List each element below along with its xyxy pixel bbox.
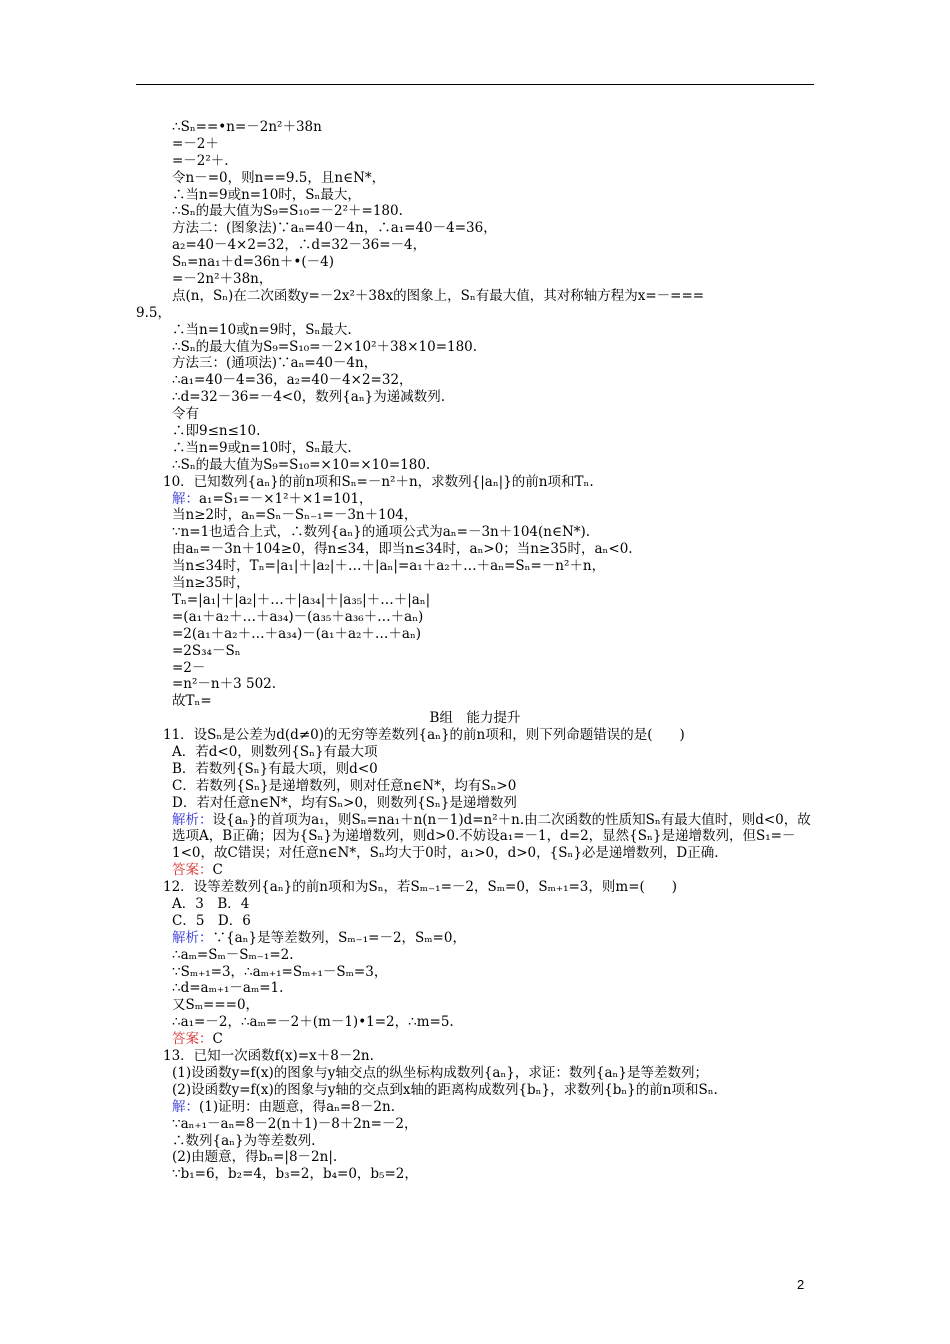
answer-label: 解析： (172, 929, 213, 946)
text-line: Sₙ=na₁＋d=36n＋•(－4) (172, 254, 334, 271)
text-line: =2S₃₄－Sₙ (172, 642, 241, 659)
text-line: 解：(1)证明：由题意，得aₙ=8－2n. (172, 1098, 395, 1115)
text-line: ∴当n=9或n=10时，Sₙ最大， (172, 186, 361, 203)
text-line: =2－ (172, 659, 206, 676)
text-line: ∴当n=10或n=9时，Sₙ最大. (172, 321, 352, 338)
text-line: C．若数列{Sₙ}是递增数列，则对任意n∈N*，均有Sₙ>0 (172, 777, 517, 794)
text-line: a₂=40－4×2=32，∴d=32－36=－4， (172, 237, 427, 254)
text-line: ∵n=1也适合上式，∴数列{aₙ}的通项公式为aₙ=－3n＋104(n∈N*). (172, 524, 591, 541)
text-line: 方法二：(图象法)∵aₙ=40－4n，∴a₁=40－4=36， (172, 220, 497, 237)
answer-label: 解析： (172, 811, 213, 828)
text-line: B．若数列{Sₙ}有最大项，则d<0 (172, 760, 378, 777)
text-line: =2(a₁＋a₂＋…＋a₃₄)－(a₁＋a₂＋…＋aₙ) (172, 625, 422, 642)
text-line: ∴d=aₘ₊₁－aₘ=1. (172, 980, 284, 997)
text-line: (2)设函数y=f(x)的图象与y轴的交点到x轴的距离构成数列{bₙ}，求数列{bₙ}的前n项和Sₙ. (172, 1081, 718, 1098)
text-line: 方法三：(通项法)∵aₙ=40－4n， (172, 355, 378, 372)
text-line: 当n≥35时， (172, 575, 250, 592)
text-line: ∴d=32－36=－4<0，数列{aₙ}为递减数列. (172, 389, 446, 406)
text-line: ∴Sₙ的最大值为S₉=S₁₀=－2²＋=180. (172, 203, 403, 220)
text-line: A．3 B．4 (172, 896, 250, 913)
text-line: 故Tₙ= (172, 693, 212, 710)
text-line: ∴当n=9或n=10时，Sₙ最大. (172, 439, 352, 456)
text-line: 10．已知数列{aₙ}的前n项和Sₙ=－n²＋n，求数列{|aₙ|}的前n项和Tₙ. (163, 473, 594, 490)
text-line: ∵b₁=6，b₂=4，b₃=2，b₄=0，b₅=2， (172, 1166, 418, 1183)
text-line: 13．已知一次函数f(x)=x＋8－2n. (163, 1048, 374, 1065)
text-line: C．5 D．6 (172, 912, 251, 929)
text-line: D．若对任意n∈N*，均有Sₙ>0，则数列{Sₙ}是递增数列 (172, 794, 517, 811)
text-line: 点(n，Sₙ)在二次函数y=－2x²＋38x的图象上，Sₙ有最大值，其对称轴方程为x=－=== (172, 287, 705, 304)
text-line: 11．设Sₙ是公差为d(d≠0)的无穷等差数列{aₙ}的前n项和，则下列命题错误的是( ) (163, 727, 685, 744)
text-line: 12．设等差数列{aₙ}的前n项和为Sₙ，若Sₘ₋₁=－2，Sₘ=0，Sₘ₊₁=3，则m=( ) (163, 879, 678, 896)
text-line: 解：a₁=S₁=－×1²＋×1=101， (172, 490, 373, 507)
text-line: B组 能力提升 (429, 710, 521, 727)
document-body (136, 119, 814, 1183)
text-line: 又Sₘ===0， (172, 997, 260, 1014)
text-line: 由aₙ=－3n＋104≥0，得n≤34，即当n≤34时，aₙ>0；当n≥35时，aₙ<0. (172, 541, 633, 558)
text-line: 答案：C (172, 862, 223, 879)
text-line: ∴aₘ=Sₘ－Sₘ₋₁=2. (172, 946, 294, 963)
text-line: ∵aₙ₊₁－aₙ=8－2(n＋1)－8＋2n=－2， (172, 1115, 418, 1132)
text-line: ∴a₁=－2，∴aₘ=－2＋(m－1)•1=2，∴m=5. (172, 1014, 454, 1031)
text-line: ∴Sₙ的最大值为S₉=S₁₀=×10=×10=180. (172, 456, 431, 473)
text-line: 9.5， (136, 304, 171, 321)
answer-label: 解： (172, 490, 199, 507)
text-line: 令有 (172, 406, 199, 423)
text-line: 解析：设{aₙ}的首项为a₁，则Sₙ=na₁＋n(n－1)d=n²＋n.由二次函数的性质知Sₙ有最大值时，则d<0，故选项A，B正确；因为{Sₙ}为递增数列，则d>0.不妨设a₁=－1，d=2，显然{Sₙ}是递增数列，但S₁=－1<0，故C错误；对任意n∈N*，Sₙ均大于0时，a₁>0，d>0，{Sₙ}必是递增数列，D正确. (172, 811, 811, 862)
text-line: ∴Sₙ==•n=－2n²＋38n (172, 119, 322, 135)
text-line: (2)由题意，得bₙ=|8－2n|. (172, 1149, 338, 1166)
text-line: =(a₁＋a₂＋…＋a₃₄)－(a₃₅＋a₃₆＋…＋aₙ) (172, 608, 424, 625)
text-line: =n²－n＋3 502. (172, 676, 277, 693)
header-rule (136, 84, 814, 85)
text-line: 当n≥2时，aₙ=Sₙ－Sₙ₋₁=－3n＋104， (172, 507, 418, 524)
text-line: 解析：∵{aₙ}是等差数列，Sₘ₋₁=－2，Sₘ=0， (172, 929, 466, 946)
text-line: (1)设函数y=f(x)的图象与y轴交点的纵坐标构成数列{aₙ}，求证：数列{aₙ}是等差数列； (172, 1064, 708, 1081)
text-line: ∴即9≤n≤10. (172, 423, 261, 440)
page-number: 2 (797, 1277, 805, 1292)
text-line: ∴数列{aₙ}为等差数列. (172, 1132, 316, 1149)
answer-label: 答案： (172, 862, 213, 879)
text-line: =－2n²＋38n， (172, 271, 273, 288)
text-line: A．若d<0，则数列{Sₙ}有最大项 (172, 743, 378, 760)
text-line: ∴a₁=40－4=36，a₂=40－4×2=32， (172, 372, 413, 389)
text-line: 当n≤34时，Tₙ=|a₁|＋|a₂|＋…＋|aₙ|=a₁＋a₂＋…＋aₙ=Sₙ=－n²＋n， (172, 558, 606, 575)
text-line: 答案：C (172, 1031, 223, 1048)
text-line: ∵Sₘ₊₁=3，∴aₘ₊₁=Sₘ₊₁－Sₘ=3， (172, 963, 388, 980)
answer-label: 答案： (172, 1031, 213, 1048)
text-line: ∴Sₙ的最大值为S₉=S₁₀=－2×10²＋38×10=180. (172, 338, 478, 355)
text-line: =－2²＋. (172, 152, 229, 169)
text-line: Tₙ=|a₁|＋|a₂|＋…＋|a₃₄|＋|a₃₅|＋…＋|aₙ| (172, 591, 431, 608)
text-line: 令n－=0，则n==9.5，且n∈N*， (172, 169, 386, 186)
text-line: =－2＋ (172, 135, 219, 152)
answer-label: 解： (172, 1098, 199, 1115)
